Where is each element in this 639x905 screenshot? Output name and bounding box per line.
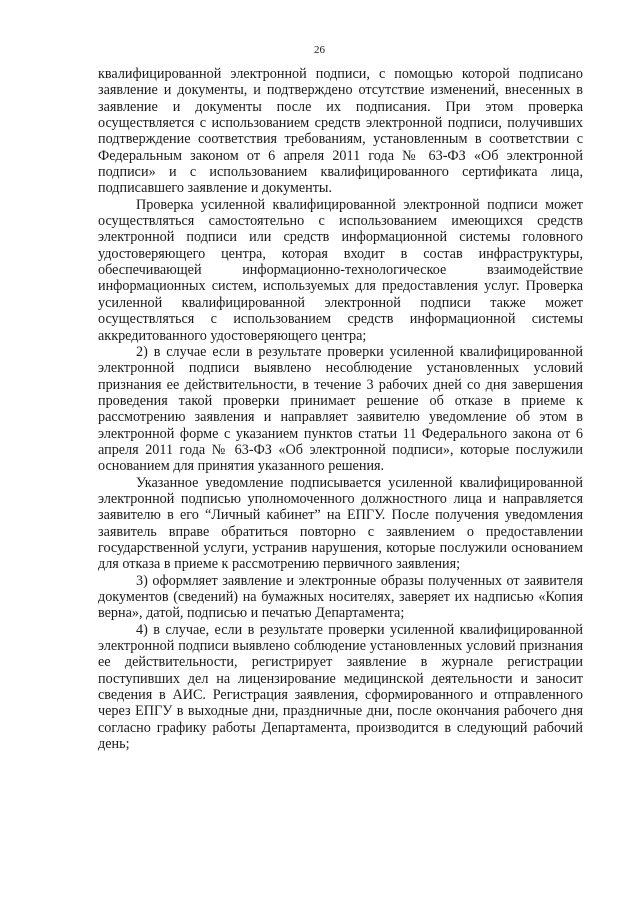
paragraph-verification-methods: Проверка усиленной квалифицированной электронной подписи может осуществляться самостоятельно с использованием имеющихся средств электронной подписи или средств информационной системы головного удостоверяющего центра, которая входит в состав инфраструктуры, обеспечивающей информационно-технологическое взаимодействие информационных систем, используемых для предоставления услуг. Проверка усиленной квалифицированной электронной подписи также может осуществляться с использованием средств информационной системы аккредитованного удостоверяющего центра;	[98, 196, 583, 344]
document-body	[98, 66, 583, 752]
paragraph-item-2-refusal: 2) в случае если в результате проверки усиленной квалифицированной электронной подписи выявлено несоблюдение установленных условий признания ее действительности, в течение 3 рабочих дней со дня завершения проведения такой проверки принимает решение об отказе в приеме к рассмотрению заявления и направляет заявителю уведомление об этом в электронной форме с указанием пунктов статьи 11 Федерального закона от 6 апреля 2011 года № 63-ФЗ «Об электронной подписи», которые послужили основанием для принятия указанного решения.	[98, 343, 583, 475]
paragraph-signature-verification-continued: квалифицированной электронной подписи, с помощью которой подписано заявление и документы, и подтверждено отсутствие изменений, внесенных в заявление и документы после их подписания. При этом проверка осуществляется с использованием средств электронной подписи, получивших подтверждение соответствия требованиям, установленным в соответствии с Федеральным законом от 6 апреля 2011 года № 63-ФЗ «Об электронной подписи» и с использованием квалифицированного сертификата лица, подписавшего заявление и документы.	[98, 66, 583, 197]
paragraph-item-4-registration: 4) в случае, если в результате проверки усиленной квалифицированной электронной подписи выявлено соблюдение установленных условий признания ее действительности, регистрирует заявление в журнале регистрации поступивших дел на лицензирование медицинской деятельности и заносит сведения в АИС. Регистрация заявления, сформированного и отправленного через ЕПГУ в выходные дни, праздничные дни, после окончания рабочего дня согласно графику работы Департамента, производится в следующий рабочий день;	[98, 621, 583, 753]
paragraph-notification: Указанное уведомление подписывается усиленной квалифицированной электронной подписью уполномоченного должностного лица и направляется заявителю в его “Личный кабинет” на ЕПГУ. После получения уведомления заявитель вправе обратиться повторно с заявлением о предоставлении государственной услуги, устранив нарушения, которые послужили основанием для отказа в приеме к рассмотрению первичного заявления;	[98, 474, 583, 573]
page-number: 26	[314, 44, 325, 56]
paragraph-item-3-paper-copies: 3) оформляет заявление и электронные образы полученных от заявителя документов (сведений) на бумажных носителях, заверяет их надписью «Копия верна», датой, подписью и печатью Департамента;	[98, 572, 583, 622]
